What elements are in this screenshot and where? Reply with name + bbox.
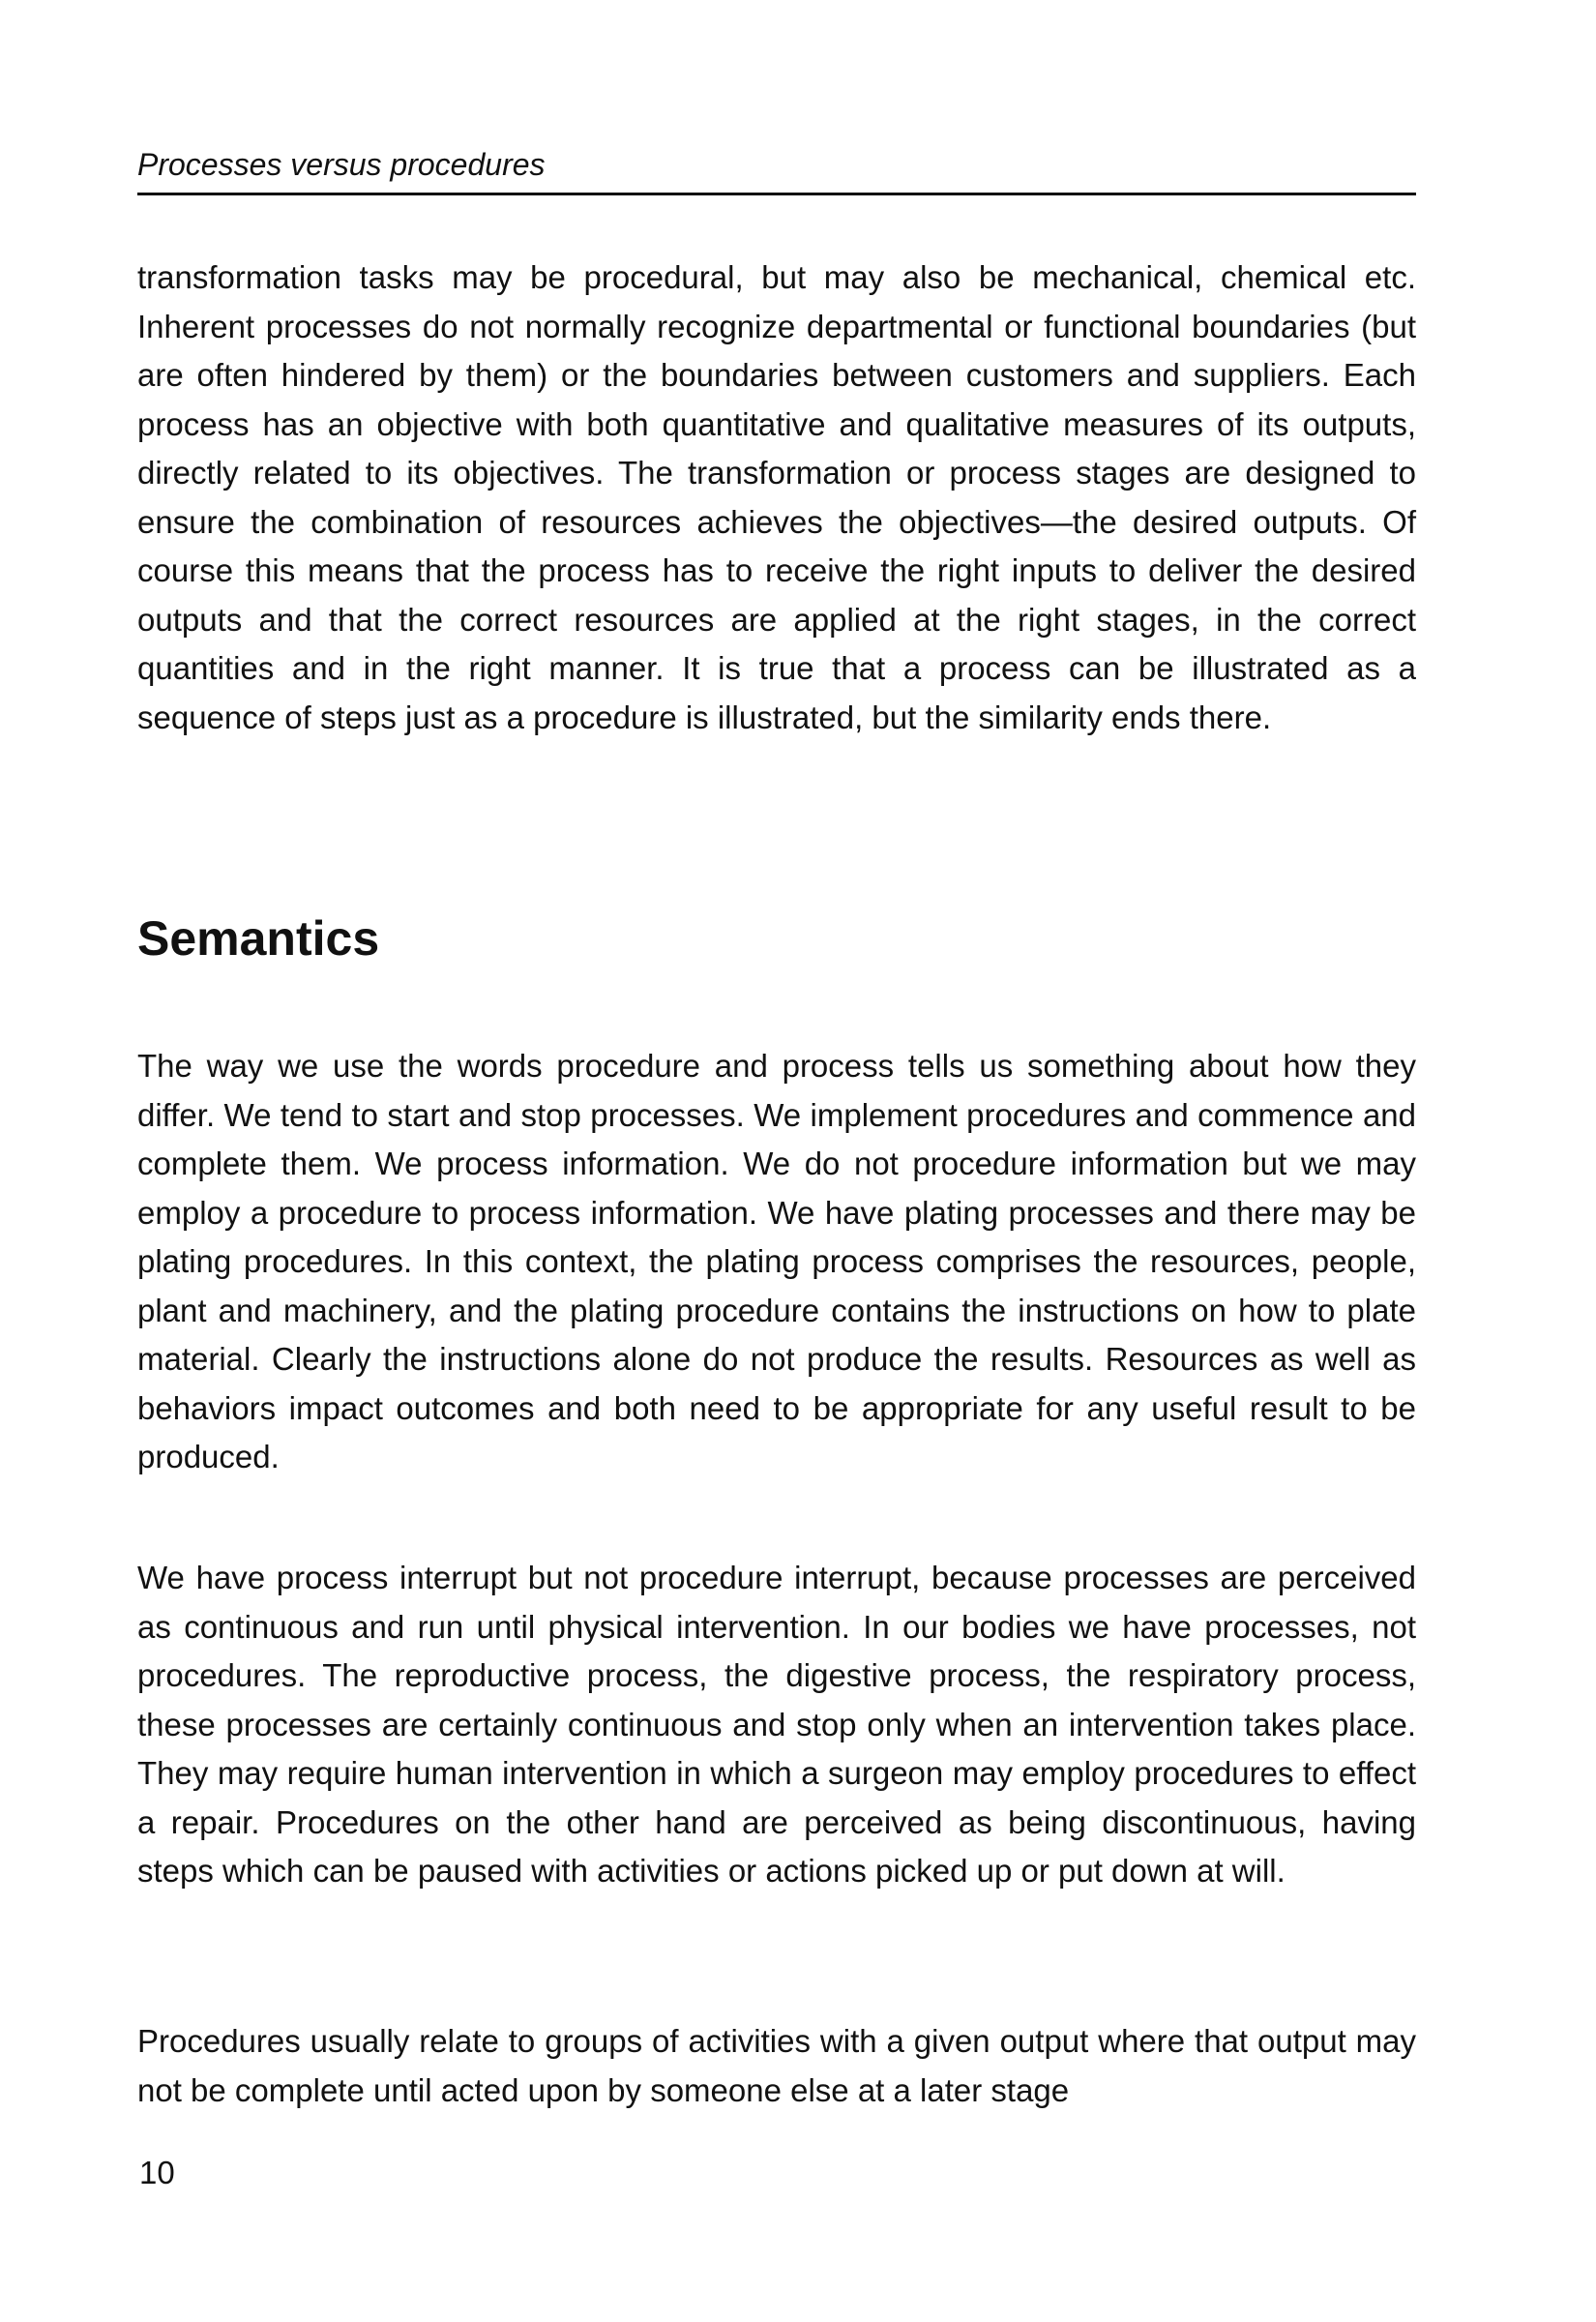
body-paragraph: Procedures usually relate to groups of activities with a given output where that output may not be complete until acted upon by someone else at a later stage xyxy=(137,2023,1416,2108)
body-paragraph: The way we use the words procedure and process tells us something about how they differ. We tend to start and stop processes. We implement procedures and commence and complete them. We process information. We do not procedure information but we may employ a procedure to process information. We have plating processes and there may be plating procedures. In this context, the plating process comprises the resources, people, plant and machinery, and the plating procedure contains the instructions on how to plate material. Clearly the instructions alone do not produce the results. Resources as well as behaviors impact outcomes and both need to be appropriate for any useful result to be produced. xyxy=(137,1048,1416,1474)
section-heading: Semantics xyxy=(137,911,380,966)
header-rule xyxy=(137,193,1416,195)
running-header: Processes versus procedures xyxy=(137,147,546,182)
body-paragraph: transformation tasks may be procedural, but may also be mechanical, chemical etc. Inherent processes do not normally recognize departmental or functional boundaries (but are often hindered by them) or the boundaries between customers and suppliers. Each process has an objective with both quantitative and qualitative measures of its outputs, directly related to its objectives. The transformation or process stages are designed to ensure the combination of resources achieves the objectives—the desired outputs. Of course this means that the process has to receive the right inputs to deliver the desired outputs and that the correct resources are applied at the right stages, in the correct quantities and in the right manner. It is true that a process can be illustrated as a sequence of steps just as a procedure is illustrated, but the similarity ends there. xyxy=(137,259,1416,735)
page-number: 10 xyxy=(139,2155,175,2190)
body-paragraph: We have process interrupt but not procedure interrupt, because processes are perceived as continuous and run until physical intervention. In our bodies we have processes, not procedures. The reproductive process, the digestive process, the respiratory process, these processes are certainly continuous and stop only when an intervention takes place. They may require human intervention in which a surgeon may employ procedures to effect a repair. Procedures on the other hand are perceived as being discontinuous, having steps which can be paused with activities or actions picked up or put down at will. xyxy=(137,1560,1416,1889)
